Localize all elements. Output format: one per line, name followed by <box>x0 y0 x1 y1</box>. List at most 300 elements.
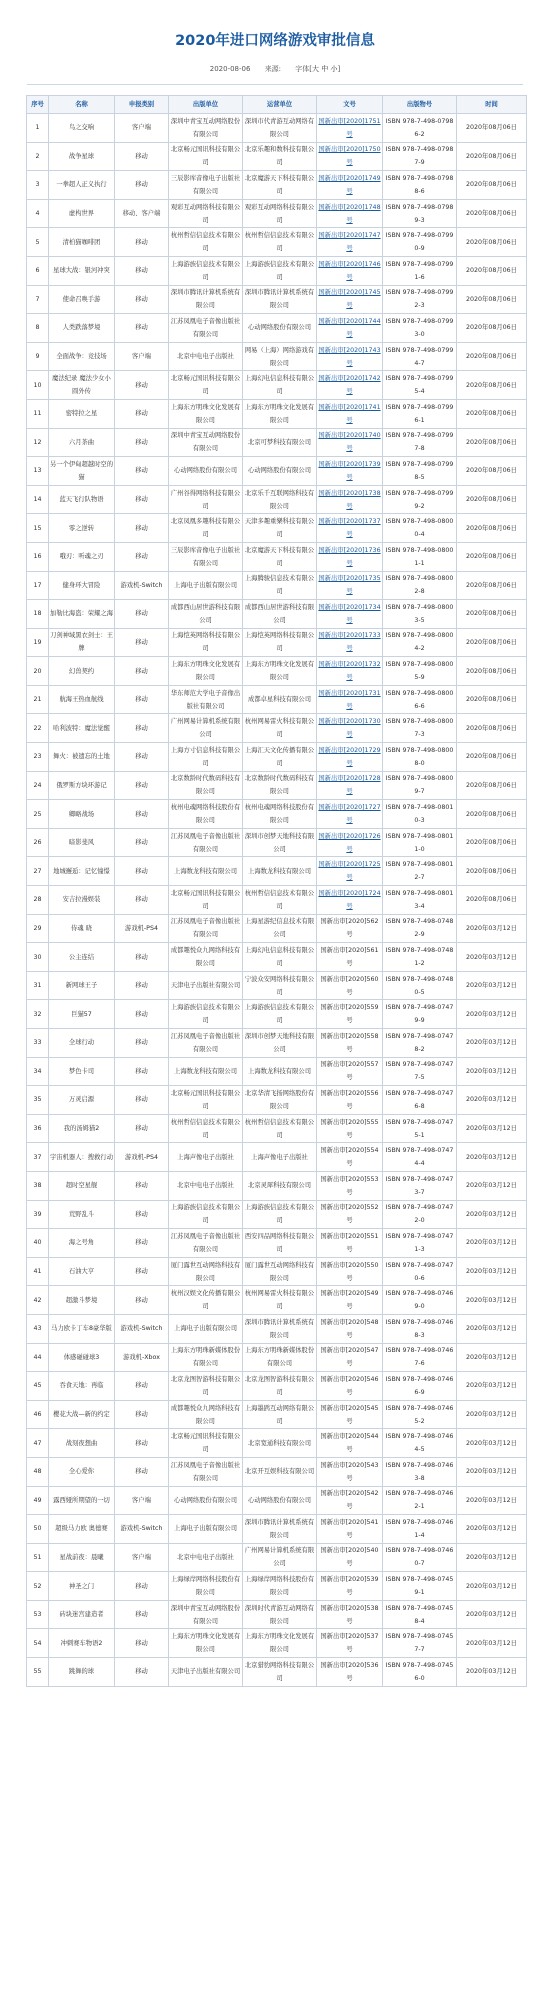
cell-index: 40 <box>27 1229 49 1258</box>
cell-game-name: 刀剑神域黑衣剑士：王牌 <box>49 628 115 657</box>
approval-number-link[interactable]: 国新出审[2020]1729号 <box>318 746 381 767</box>
cell-approval-number <box>317 1658 383 1687</box>
table-row <box>27 428 527 457</box>
cell-operator: 成都西山居世游科技有限公司 <box>243 600 317 629</box>
cell-approval-number <box>317 399 383 428</box>
cell-approval-number <box>317 600 383 629</box>
cell-operator: 上海墨鹍互动网络有限公司 <box>243 1400 317 1429</box>
cell-date: 2020年08月06日 <box>457 571 527 600</box>
cell-approval-number <box>317 371 383 400</box>
column-header: 名称 <box>49 96 115 114</box>
table-row <box>27 1629 527 1658</box>
cell-isbn: ISBN 978-7-498-07466-9 <box>383 1372 457 1401</box>
approval-number-link: 国新出审[2020]547号 <box>320 1347 379 1368</box>
cell-approval-number <box>317 1543 383 1572</box>
cell-game-name: 超级马力欧 奥德赛 <box>49 1515 115 1544</box>
approval-number-link[interactable]: 国新出审[2020]1738号 <box>318 489 381 510</box>
cell-approval-number <box>317 828 383 857</box>
cell-date: 2020年08月06日 <box>457 485 527 514</box>
cell-publisher: 上海东方明珠文化发展有限公司 <box>169 657 243 686</box>
table-row <box>27 514 527 543</box>
publish-date: 2020-08-06 <box>209 65 251 73</box>
approval-number-link: 国新出审[2020]562号 <box>320 918 379 939</box>
cell-index: 29 <box>27 914 49 943</box>
cell-category: 移动 <box>115 171 169 200</box>
cell-approval-number <box>317 514 383 543</box>
page-title: 2020年进口网络游戏审批信息 <box>175 33 375 49</box>
cell-isbn: ISBN 978-7-498-07474-4 <box>383 1143 457 1172</box>
cell-date: 2020年03月12日 <box>457 1629 527 1658</box>
approval-number-link[interactable]: 国新出审[2020]1744号 <box>318 317 381 338</box>
cell-isbn: ISBN 978-7-498-07481-2 <box>383 943 457 972</box>
approval-number-link[interactable]: 国新出审[2020]1732号 <box>318 661 381 682</box>
table-row <box>27 399 527 428</box>
table-row <box>27 1257 527 1286</box>
cell-category: 移动 <box>115 256 169 285</box>
cell-approval-number <box>317 1629 383 1658</box>
cell-approval-number <box>317 342 383 371</box>
cell-approval-number <box>317 1000 383 1029</box>
cell-category: 移动、客户端 <box>115 199 169 228</box>
cell-operator: 上海幻电信息科技有限公司 <box>243 371 317 400</box>
cell-isbn: ISBN 978-7-498-07467-6 <box>383 1343 457 1372</box>
approval-number-link[interactable]: 国新出审[2020]1750号 <box>318 146 381 167</box>
cell-category: 移动 <box>115 142 169 171</box>
table-row <box>27 1114 527 1143</box>
column-header: 出版物号 <box>383 96 457 114</box>
table-row <box>27 457 527 486</box>
cell-index: 20 <box>27 657 49 686</box>
table-row <box>27 342 527 371</box>
cell-publisher: 北京畅元国讯科技有限公司 <box>169 142 243 171</box>
approval-number-link[interactable]: 国新出审[2020]1749号 <box>318 174 381 195</box>
approval-number-link: 国新出审[2020]550号 <box>320 1261 379 1282</box>
column-header: 文号 <box>317 96 383 114</box>
approval-number-link[interactable]: 国新出审[2020]1740号 <box>318 432 381 453</box>
cell-index: 50 <box>27 1515 49 1544</box>
cell-operator: 心动网络股份有限公司 <box>243 457 317 486</box>
cell-publisher: 深圳市腾讯计算机系统有限公司 <box>169 285 243 314</box>
approval-number-link: 国新出审[2020]542号 <box>320 1490 379 1511</box>
table-row <box>27 228 527 257</box>
cell-isbn: ISBN 978-7-498-08008-0 <box>383 743 457 772</box>
cell-isbn: ISBN 978-7-498-08006-6 <box>383 685 457 714</box>
cell-approval-number <box>317 1600 383 1629</box>
column-header: 序号 <box>27 96 49 114</box>
cell-operator: 上海数龙科技有限公司 <box>243 1057 317 1086</box>
approval-number-link[interactable]: 国新出审[2020]1746号 <box>318 260 381 281</box>
approval-number-link[interactable]: 国新出审[2020]1739号 <box>318 460 381 481</box>
cell-approval-number <box>317 1143 383 1172</box>
approval-number-link: 国新出审[2020]558号 <box>320 1032 379 1053</box>
cell-operator: 心动网络股份有限公司 <box>243 314 317 343</box>
cell-game-name: 全心爱你 <box>49 1457 115 1486</box>
approval-number-link[interactable]: 国新出审[2020]1742号 <box>318 375 381 396</box>
cell-date: 2020年08月06日 <box>457 199 527 228</box>
cell-isbn: ISBN 978-7-498-07993-0 <box>383 314 457 343</box>
table-row <box>27 685 527 714</box>
cell-operator: 上海幻电信息科技有限公司 <box>243 943 317 972</box>
cell-publisher: 上海电子出版有限公司 <box>169 1515 243 1544</box>
cell-approval-number <box>317 285 383 314</box>
cell-game-name: 超时空星舰 <box>49 1171 115 1200</box>
cell-index: 1 <box>27 114 49 143</box>
cell-date: 2020年03月12日 <box>457 1086 527 1115</box>
cell-operator: 上海腾骏信息技术有限公司 <box>243 571 317 600</box>
cell-operator: 深圳市腾讯计算机系统有限公司 <box>243 1314 317 1343</box>
cell-publisher: 北京数龄时代数码科技有限公司 <box>169 771 243 800</box>
table-row <box>27 1086 527 1115</box>
cell-publisher: 北京畅元国讯科技有限公司 <box>169 371 243 400</box>
cell-date: 2020年03月12日 <box>457 943 527 972</box>
cell-category: 移动 <box>115 285 169 314</box>
table-row <box>27 943 527 972</box>
approval-number-link: 国新出审[2020]548号 <box>320 1318 379 1339</box>
cell-operator: 北京可梦科技有限公司 <box>243 428 317 457</box>
cell-date: 2020年03月12日 <box>457 971 527 1000</box>
cell-publisher: 北京中电电子出版社 <box>169 342 243 371</box>
table-row <box>27 1171 527 1200</box>
cell-game-name: 战争星球 <box>49 142 115 171</box>
cell-category: 移动 <box>115 457 169 486</box>
cell-approval-number <box>317 800 383 829</box>
cell-publisher: 深圳中青宝互动网络股份有限公司 <box>169 1600 243 1629</box>
cell-approval-number <box>317 314 383 343</box>
cell-operator: 杭州哲信信息技术有限公司 <box>243 228 317 257</box>
cell-operator: 上海星游纪信息技术有限公司 <box>243 914 317 943</box>
divider <box>27 84 523 85</box>
cell-operator: 北京华清飞扬网络股份有限公司 <box>243 1086 317 1115</box>
cell-game-name: 另一个伊甸超越时空的猫 <box>49 457 115 486</box>
cell-category: 移动 <box>115 1600 169 1629</box>
cell-category: 客户端 <box>115 114 169 143</box>
cell-isbn: ISBN 978-7-498-07459-1 <box>383 1572 457 1601</box>
cell-isbn: ISBN 978-7-498-07995-4 <box>383 371 457 400</box>
cell-publisher: 上海恺英网络科技有限公司 <box>169 628 243 657</box>
cell-date: 2020年03月12日 <box>457 1143 527 1172</box>
table-row <box>27 1515 527 1544</box>
font-size-medium-link[interactable]: 中 <box>321 65 329 73</box>
cell-isbn: ISBN 978-7-498-08001-1 <box>383 542 457 571</box>
font-size-small-link[interactable]: 小 <box>330 65 338 73</box>
cell-operator: 厦门露世互动网络科技有限公司 <box>243 1257 317 1286</box>
cell-publisher: 心动网络股份有限公司 <box>169 1486 243 1515</box>
approval-number-link[interactable]: 国新出审[2020]1733号 <box>318 632 381 653</box>
cell-date: 2020年08月06日 <box>457 256 527 285</box>
cell-game-name: 蓝天飞行队物语 <box>49 485 115 514</box>
cell-index: 42 <box>27 1286 49 1315</box>
cell-operator: 广州网易计算机系统有限公司 <box>243 1543 317 1572</box>
cell-index: 27 <box>27 857 49 886</box>
cell-publisher: 上海东方明珠文化发展有限公司 <box>169 399 243 428</box>
approval-number-link[interactable]: 国新出审[2020]1730号 <box>318 718 381 739</box>
cell-index: 8 <box>27 314 49 343</box>
cell-date: 2020年08月06日 <box>457 342 527 371</box>
cell-index: 5 <box>27 228 49 257</box>
cell-approval-number <box>317 1229 383 1258</box>
cell-approval-number <box>317 771 383 800</box>
cell-category: 移动 <box>115 1086 169 1115</box>
cell-approval-number <box>317 228 383 257</box>
table-row <box>27 771 527 800</box>
cell-isbn: ISBN 978-7-498-08007-3 <box>383 714 457 743</box>
column-header: 时间 <box>457 96 527 114</box>
cell-date: 2020年03月12日 <box>457 1400 527 1429</box>
cell-game-name: 航海王热血航线 <box>49 685 115 714</box>
table-row <box>27 1658 527 1687</box>
cell-publisher: 上海东方明珠新媒体股份有限公司 <box>169 1343 243 1372</box>
approval-number-link: 国新出审[2020]536号 <box>320 1661 379 1682</box>
cell-index: 3 <box>27 171 49 200</box>
cell-category: 移动 <box>115 828 169 857</box>
approval-number-link: 国新出审[2020]553号 <box>320 1175 379 1196</box>
cell-approval-number <box>317 1057 383 1086</box>
cell-date: 2020年03月12日 <box>457 1000 527 1029</box>
cell-game-name: 体感碰碰球3 <box>49 1343 115 1372</box>
cell-game-name: 新网球王子 <box>49 971 115 1000</box>
cell-publisher: 深圳中青宝互动网络股份有限公司 <box>169 428 243 457</box>
cell-date: 2020年03月12日 <box>457 1057 527 1086</box>
cell-category: 移动 <box>115 371 169 400</box>
cell-date: 2020年03月12日 <box>457 1457 527 1486</box>
cell-category: 移动 <box>115 657 169 686</box>
cell-isbn: ISBN 978-7-498-07999-2 <box>383 485 457 514</box>
source-label: 来源: <box>264 65 282 73</box>
cell-publisher: 三辰影库音像电子出版社有限公司 <box>169 542 243 571</box>
cell-game-name: 全球行动 <box>49 1029 115 1058</box>
cell-approval-number <box>317 256 383 285</box>
cell-operator: 北京魔游天下科技有限公司 <box>243 542 317 571</box>
table-row <box>27 1400 527 1429</box>
approval-number-link: 国新出审[2020]557号 <box>320 1061 379 1082</box>
cell-approval-number <box>317 1029 383 1058</box>
cell-publisher: 上海游族信息技术有限公司 <box>169 1000 243 1029</box>
cell-date: 2020年03月12日 <box>457 1572 527 1601</box>
cell-isbn: ISBN 978-7-498-08009-7 <box>383 771 457 800</box>
cell-category: 移动 <box>115 1000 169 1029</box>
cell-category: 游戏机-Xbox <box>115 1343 169 1372</box>
cell-isbn: ISBN 978-7-498-07465-2 <box>383 1400 457 1429</box>
approval-number-link[interactable]: 国新出审[2020]1743号 <box>318 346 381 367</box>
cell-index: 19 <box>27 628 49 657</box>
cell-game-name: 神圣之门 <box>49 1572 115 1601</box>
cell-game-name: 人类跌落梦境 <box>49 314 115 343</box>
cell-isbn: ISBN 978-7-498-07464-5 <box>383 1429 457 1458</box>
table-row <box>27 1029 527 1058</box>
cell-operator: 上海东方明珠文化发展有限公司 <box>243 1629 317 1658</box>
cell-index: 48 <box>27 1457 49 1486</box>
cell-index: 2 <box>27 142 49 171</box>
cell-publisher: 上海方寸信息科技有限公司 <box>169 743 243 772</box>
cell-isbn: ISBN 978-7-498-07480-5 <box>383 971 457 1000</box>
cell-publisher: 杭州哲信信息技术有限公司 <box>169 228 243 257</box>
cell-index: 47 <box>27 1429 49 1458</box>
cell-operator: 上海数龙科技有限公司 <box>243 857 317 886</box>
cell-isbn: ISBN 978-7-498-07462-1 <box>383 1486 457 1515</box>
cell-isbn: ISBN 978-7-498-07986-2 <box>383 114 457 143</box>
cell-index: 46 <box>27 1400 49 1429</box>
cell-game-name: 虚构世界 <box>49 199 115 228</box>
cell-category: 移动 <box>115 600 169 629</box>
cell-operator: 杭州哲信信息技术有限公司 <box>243 886 317 915</box>
approval-number-link[interactable]: 国新出审[2020]1741号 <box>318 403 381 424</box>
cell-date: 2020年08月06日 <box>457 285 527 314</box>
cell-isbn: ISBN 978-7-498-07479-9 <box>383 1000 457 1029</box>
cell-isbn: ISBN 978-7-498-08010-3 <box>383 800 457 829</box>
approval-number-link[interactable]: 国新出审[2020]1751号 <box>318 117 381 138</box>
cell-game-name: 鸟之交响 <box>49 114 115 143</box>
cell-operator: 上海游族信息技术有限公司 <box>243 1000 317 1029</box>
cell-isbn: ISBN 978-7-498-07463-8 <box>383 1457 457 1486</box>
cell-index: 6 <box>27 256 49 285</box>
approval-number-link[interactable]: 国新出审[2020]1731号 <box>318 689 381 710</box>
approval-number-link: 国新出审[2020]554号 <box>320 1147 379 1168</box>
cell-category: 移动 <box>115 314 169 343</box>
cell-approval-number <box>317 114 383 143</box>
table-row <box>27 1200 527 1229</box>
cell-category: 移动 <box>115 228 169 257</box>
cell-index: 10 <box>27 371 49 400</box>
table-row <box>27 1600 527 1629</box>
cell-isbn: ISBN 978-7-498-07990-9 <box>383 228 457 257</box>
cell-category: 移动 <box>115 857 169 886</box>
cell-game-name: 哈利波特：魔法觉醒 <box>49 714 115 743</box>
cell-index: 51 <box>27 1543 49 1572</box>
cell-operator: 北京灵犀科技有限公司 <box>243 1171 317 1200</box>
cell-date: 2020年03月12日 <box>457 1171 527 1200</box>
cell-index: 39 <box>27 1200 49 1229</box>
cell-approval-number <box>317 714 383 743</box>
cell-index: 16 <box>27 542 49 571</box>
cell-isbn: ISBN 978-7-498-07470-6 <box>383 1257 457 1286</box>
cell-index: 14 <box>27 485 49 514</box>
column-header: 申报类别 <box>115 96 169 114</box>
approval-table <box>26 95 527 1687</box>
cell-operator: 天津多趣重樂科技有限公司 <box>243 514 317 543</box>
table-row <box>27 1143 527 1172</box>
cell-category: 游戏机-Switch <box>115 1314 169 1343</box>
cell-operator: 上海东方明珠新媒体股份有限公司 <box>243 1343 317 1372</box>
cell-publisher: 上海游族信息技术有限公司 <box>169 256 243 285</box>
cell-operator: 北京乐千互联网络科技有限公司 <box>243 485 317 514</box>
cell-category: 移动 <box>115 1229 169 1258</box>
cell-game-name: 海之号角 <box>49 1229 115 1258</box>
cell-approval-number <box>317 971 383 1000</box>
cell-index: 43 <box>27 1314 49 1343</box>
cell-publisher: 成都西山居世游科技有限公司 <box>169 600 243 629</box>
table-row <box>27 886 527 915</box>
approval-number-link[interactable]: 国新出审[2020]1728号 <box>318 775 381 796</box>
cell-date: 2020年08月06日 <box>457 514 527 543</box>
cell-index: 33 <box>27 1029 49 1058</box>
cell-category: 移动 <box>115 771 169 800</box>
cell-approval-number <box>317 1457 383 1486</box>
cell-game-name: 卿略战场 <box>49 800 115 829</box>
table-row <box>27 485 527 514</box>
cell-category: 移动 <box>115 542 169 571</box>
cell-category: 移动 <box>115 399 169 428</box>
cell-approval-number <box>317 485 383 514</box>
approval-number-link[interactable]: 国新出审[2020]1736号 <box>318 546 381 567</box>
cell-date: 2020年08月06日 <box>457 428 527 457</box>
cell-category: 移动 <box>115 1029 169 1058</box>
cell-operator: 上海东方明珠文化发展有限公司 <box>243 657 317 686</box>
cell-operator: 北京魔游天下科技有限公司 <box>243 171 317 200</box>
approval-number-link[interactable]: 国新出审[2020]1737号 <box>318 518 381 539</box>
cell-isbn: ISBN 978-7-498-08003-5 <box>383 600 457 629</box>
cell-category: 移动 <box>115 943 169 972</box>
approval-number-link[interactable]: 国新出审[2020]1725号 <box>318 861 381 882</box>
cell-date: 2020年03月12日 <box>457 914 527 943</box>
cell-index: 36 <box>27 1114 49 1143</box>
cell-game-name: 使命召唤手游 <box>49 285 115 314</box>
cell-publisher: 上海数龙科技有限公司 <box>169 857 243 886</box>
cell-date: 2020年03月12日 <box>457 1257 527 1286</box>
cell-game-name: 侍魂 晓 <box>49 914 115 943</box>
cell-approval-number <box>317 142 383 171</box>
cell-index: 25 <box>27 800 49 829</box>
cell-operator: 深圳时代青游互动网络有限公司 <box>243 1600 317 1629</box>
approval-number-link[interactable]: 国新出审[2020]1747号 <box>318 232 381 253</box>
cell-operator: 杭州哲信信息技术有限公司 <box>243 1114 317 1143</box>
approval-number-link[interactable]: 国新出审[2020]1735号 <box>318 575 381 596</box>
approval-number-link[interactable]: 国新出审[2020]1748号 <box>318 203 381 224</box>
cell-publisher: 杭州汉娱文化传播有限公司 <box>169 1286 243 1315</box>
cell-game-name: 零之逆转 <box>49 514 115 543</box>
cell-index: 34 <box>27 1057 49 1086</box>
cell-index: 41 <box>27 1257 49 1286</box>
approval-number-link: 国新出审[2020]549号 <box>320 1290 379 1311</box>
table-body <box>27 114 527 1687</box>
cell-category: 移动 <box>115 428 169 457</box>
approval-number-link: 国新出审[2020]545号 <box>320 1404 379 1425</box>
cell-index: 11 <box>27 399 49 428</box>
cell-index: 24 <box>27 771 49 800</box>
approval-number-link[interactable]: 国新出审[2020]1734号 <box>318 603 381 624</box>
table-row <box>27 1543 527 1572</box>
approval-number-link: 国新出审[2020]551号 <box>320 1232 379 1253</box>
font-size-large-link[interactable]: 大 <box>312 65 320 73</box>
cell-approval-number <box>317 1171 383 1200</box>
approval-number-link[interactable]: 国新出审[2020]1727号 <box>318 804 381 825</box>
cell-category: 游戏机-Switch <box>115 1515 169 1544</box>
cell-game-name: 马力欧卡丁车8豪华版 <box>49 1314 115 1343</box>
cell-category: 移动 <box>115 1057 169 1086</box>
cell-index: 54 <box>27 1629 49 1658</box>
approval-number-link[interactable]: 国新出审[2020]1745号 <box>318 289 381 310</box>
cell-operator: 杭州网易雷火科技有限公司 <box>243 1286 317 1315</box>
cell-date: 2020年03月12日 <box>457 1114 527 1143</box>
cell-date: 2020年08月06日 <box>457 828 527 857</box>
table-row <box>27 1372 527 1401</box>
approval-number-link[interactable]: 国新出审[2020]1726号 <box>318 832 381 853</box>
cell-date: 2020年08月06日 <box>457 171 527 200</box>
cell-game-name: 砖块迷宫建造者 <box>49 1600 115 1629</box>
cell-approval-number <box>317 914 383 943</box>
cell-category: 客户端 <box>115 1486 169 1515</box>
table-row <box>27 1457 527 1486</box>
cell-publisher: 广州谷得网络科技有限公司 <box>169 485 243 514</box>
cell-isbn: ISBN 978-7-498-07997-8 <box>383 428 457 457</box>
cell-date: 2020年08月06日 <box>457 657 527 686</box>
cell-isbn: ISBN 978-7-498-07471-3 <box>383 1229 457 1258</box>
cell-game-name: 万灵启源 <box>49 1086 115 1115</box>
cell-index: 22 <box>27 714 49 743</box>
approval-number-link: 国新出审[2020]556号 <box>320 1089 379 1110</box>
cell-index: 23 <box>27 743 49 772</box>
cell-isbn: ISBN 978-7-498-07992-3 <box>383 285 457 314</box>
approval-number-link[interactable]: 国新出审[2020]1724号 <box>318 889 381 910</box>
